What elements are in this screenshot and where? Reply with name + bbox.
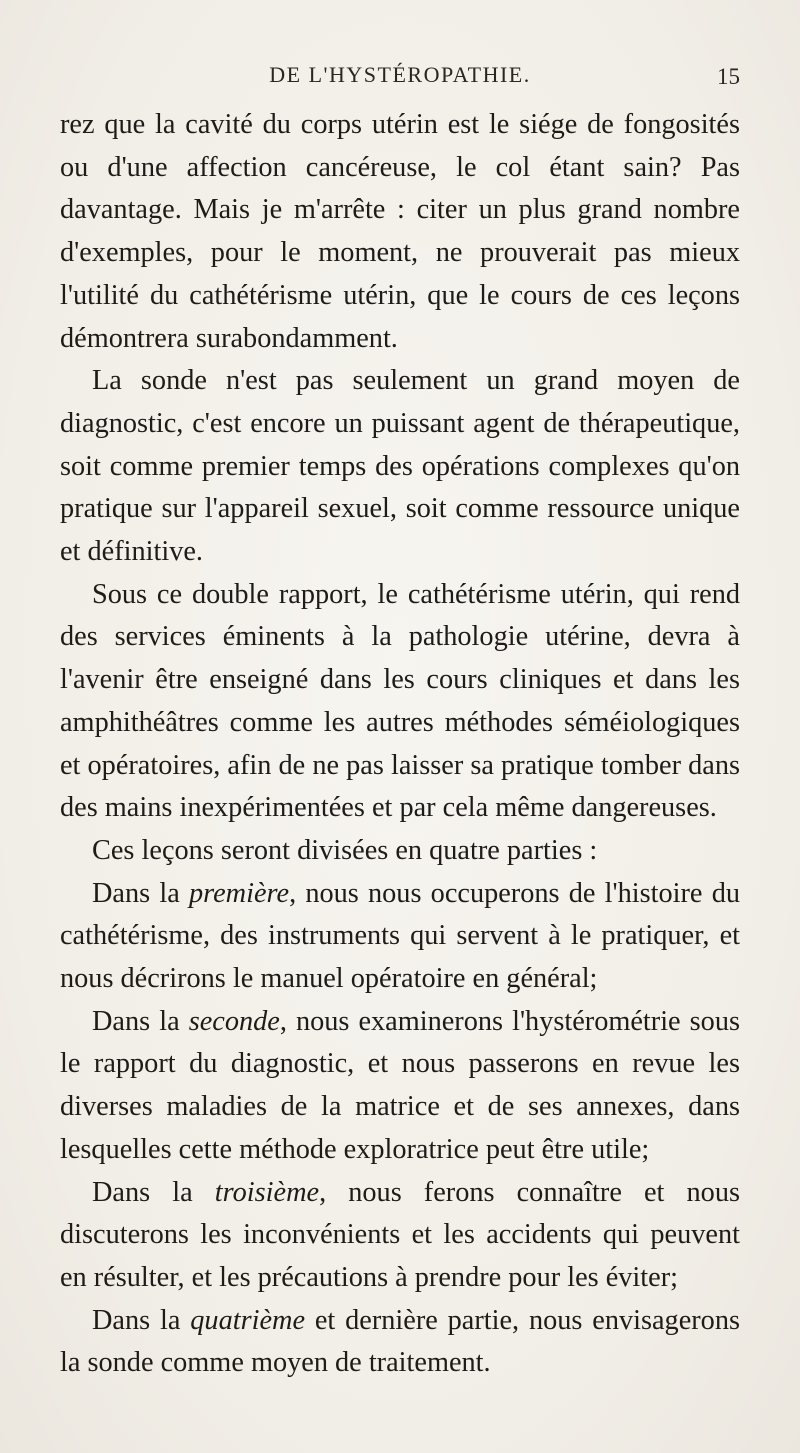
paragraph-7-lead: Dans la bbox=[92, 1176, 215, 1208]
paragraph-8 bbox=[60, 1300, 740, 1385]
paragraph-5 bbox=[60, 873, 740, 1001]
paragraph-5-italic: première bbox=[189, 877, 290, 909]
paragraph-8-rest: et dernière partie, nous envisagerons la sonde comme moyen de traitement. bbox=[60, 1304, 740, 1379]
paragraph-7-rest: , nous ferons connaître et nous discuterons les inconvénients et les accidents qui peuvent en résulter, et les précautions à prendre pour les éviter; bbox=[60, 1176, 740, 1293]
paragraph-7-italic: troisième bbox=[214, 1176, 320, 1208]
paragraph-5-lead: Dans la bbox=[92, 877, 189, 909]
running-title: DE L'HYSTÉROPATHIE. bbox=[269, 62, 531, 87]
paragraph-6-rest: , nous examinerons l'hystérométrie sous le rapport du diagnostic, et nous passerons en revue les diverses maladies de la matrice et de ses annexes, dans lesquelles cette méthode exploratrice peut être utile; bbox=[60, 1005, 740, 1165]
paragraph-2: La sonde n'est pas seulement un grand moyen de diagnostic, c'est encore un puissant agent de thérapeutique, soit comme premier temps des opérations complexes qu'on pratique sur l'appareil sexuel, soit comme ressource unique et définitive. bbox=[60, 365, 740, 568]
paragraph-6-italic: seconde bbox=[188, 1005, 280, 1037]
paragraph-6 bbox=[60, 1001, 740, 1172]
paragraph-8-italic: quatrième bbox=[190, 1304, 306, 1336]
paragraph-1: rez que la cavité du corps utérin est le siége de fongosités ou d'une affection cancéreuse, le col étant sain? Pas davantage. Mais je m'arrête : citer un plus grand nombre d'exemples, pour le moment, ne prouverait pas mieux l'utilité du cathétérisme utérin, que le cours de ces leçons démontrera surabondamment. bbox=[60, 109, 740, 354]
body-text bbox=[60, 104, 740, 1385]
paragraph-5-rest: , nous nous occuperons de l'histoire du cathétérisme, des instruments qui servent à le pratiquer, et nous décrirons le manuel opératoire en général; bbox=[60, 877, 740, 995]
paragraph-3: Sous ce double rapport, le cathétérisme utérin, qui rend des services éminents à la pathologie utérine, devra à l'avenir être enseigné dans les cours cliniques et dans les amphithéâtres comme les autres méthodes séméiologiques et opératoires, afin de ne pas laisser sa pratique tomber dans des mains inexpérimentées et par cela même dangereuses. bbox=[60, 578, 740, 824]
running-head bbox=[60, 62, 740, 94]
paragraph-6-lead: Dans la bbox=[92, 1005, 189, 1037]
paragraph-7 bbox=[60, 1172, 740, 1300]
page-number: 15 bbox=[717, 64, 740, 89]
paragraph-4: Ces leçons seront divisées en quatre parties : bbox=[92, 834, 598, 866]
paragraph-8-lead: Dans la bbox=[92, 1304, 191, 1336]
